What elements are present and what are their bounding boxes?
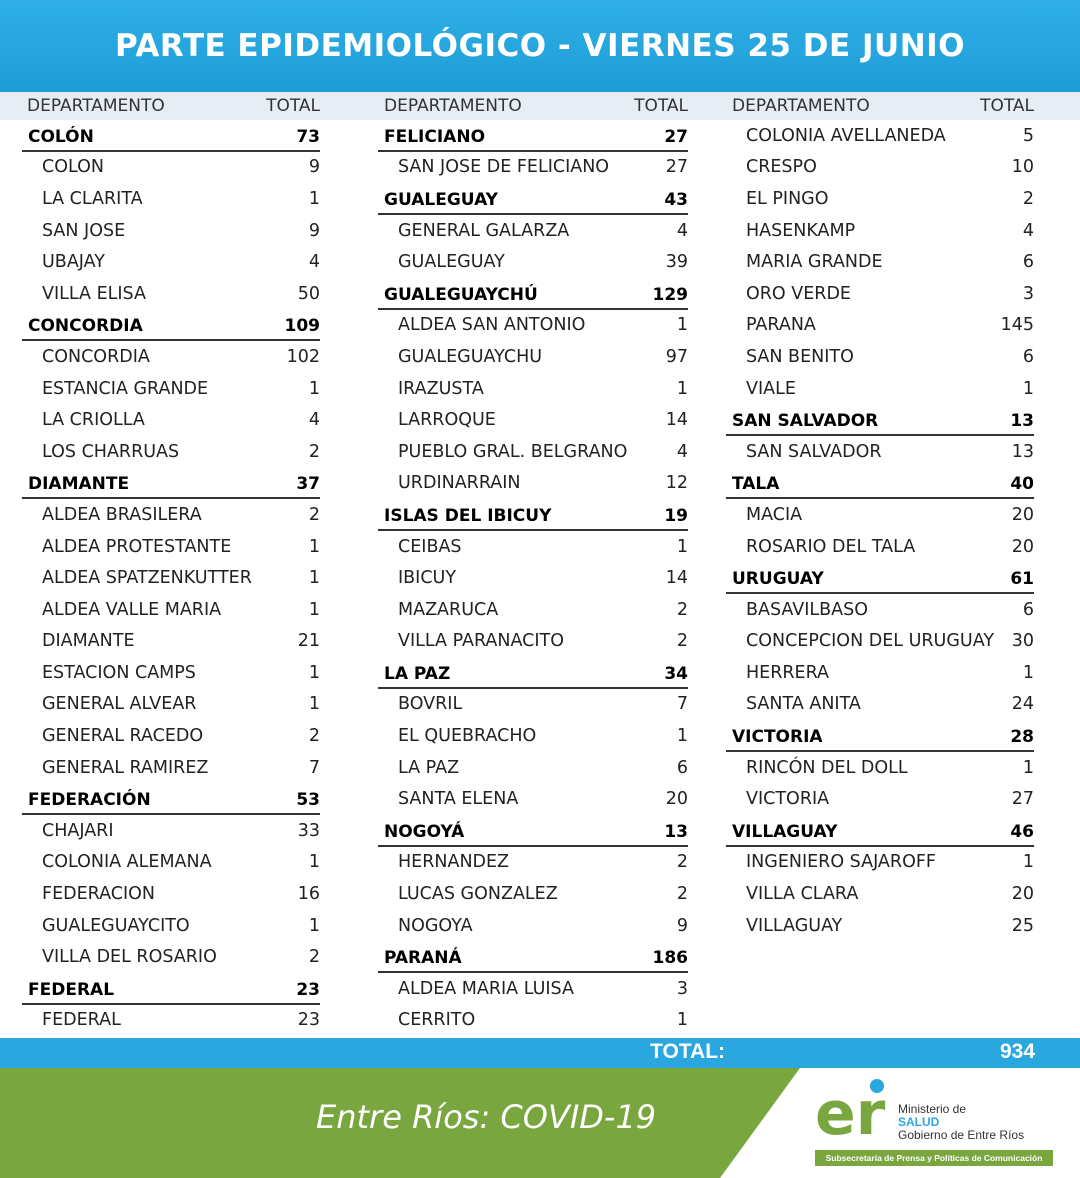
locality-total: 2 [308,441,320,462]
locality-row [22,847,320,879]
locality-total: 1 [308,378,320,399]
department-row [726,562,1034,594]
locality-name: EL QUEBRACHO [398,726,537,747]
locality-row [378,626,688,658]
locality-total: 1 [676,315,688,336]
department-group [726,404,1034,467]
locality-total: 27 [665,157,688,178]
locality-name: UBAJAY [42,252,105,273]
locality-name: FEDERAL [42,1010,121,1031]
locality-name: CERRITO [398,1010,476,1031]
department-group [378,941,688,1036]
locality-total: 9 [676,915,688,936]
locality-name: LA CLARITA [42,188,143,209]
subsecretaria-banner [815,1150,1053,1166]
locality-name: CRESPO [746,157,817,178]
locality-total: 39 [665,252,688,273]
locality-total: 2 [308,947,320,968]
locality-row [378,373,688,405]
locality-row [378,783,688,815]
department-total: 61 [1010,568,1034,589]
locality-total: 25 [1011,915,1034,936]
department-row [378,499,688,531]
footer-slogan: Entre Ríos: COVID-19 [316,1098,657,1136]
locality-name: ORO VERDE [746,283,851,304]
locality-name: ALDEA SPATZENKUTTER [42,568,252,589]
locality-total: 1 [308,694,320,715]
department-group [378,120,688,183]
locality-name: VILLA PARANACITO [398,631,564,652]
locality-name: LUCAS GONZALEZ [398,884,558,905]
locality-row [378,878,688,910]
locality-row [726,531,1034,563]
locality-name: MAZARUCA [398,599,499,620]
locality-total: 5 [1022,125,1034,146]
locality-name: LA CRIOLLA [42,410,145,431]
department-total: 186 [652,948,688,969]
locality-total: 145 [1000,315,1034,336]
locality-name: VILLA CLARA [746,884,859,905]
locality-row [726,215,1034,247]
logo-text: er [815,1079,886,1140]
column-header [22,92,320,120]
locality-total: 4 [308,410,320,431]
locality-name: VILLA ELISA [42,283,146,304]
locality-name: EL PINGO [746,188,829,209]
department-total: 13 [1010,410,1034,431]
department-group [378,183,688,278]
header-total: TOTAL [634,96,688,116]
department-row [22,973,320,1005]
locality-total: 4 [308,252,320,273]
locality-total: 23 [297,1010,320,1031]
locality-row [22,562,320,594]
department-name: VILLAGUAY [732,821,838,842]
department-group [726,120,1034,404]
locality-name: ALDEA PROTESTANTE [42,536,232,557]
locality-total: 4 [676,441,688,462]
department-row [726,815,1034,847]
locality-row [726,689,1034,721]
department-name: URUGUAY [732,568,824,589]
locality-row [378,436,688,468]
column-header [726,92,1034,120]
locality-total: 9 [308,220,320,241]
department-group [726,468,1034,563]
department-group [22,783,320,973]
locality-name: FEDERACION [42,884,156,905]
locality-total: 9 [308,157,320,178]
locality-row [22,910,320,942]
locality-name: ESTACION CAMPS [42,662,196,683]
department-name: PARANÁ [384,948,462,969]
locality-name: LARROQUE [398,410,496,431]
locality-row [378,562,688,594]
locality-name: ALDEA VALLE MARIA [42,599,222,620]
locality-total: 2 [676,852,688,873]
locality-name: ALDEA BRASILERA [42,504,202,525]
locality-name: CHAJARI [42,820,114,841]
locality-name: DIAMANTE [42,631,135,652]
locality-name: SAN JOSE DE FELICIANO [398,157,610,178]
column-3 [726,92,1034,941]
locality-name: CONCEPCION DEL URUGUAY [746,631,995,652]
locality-name: COLONIA ALEMANA [42,852,212,873]
department-total: 43 [664,189,688,210]
locality-row [378,594,688,626]
locality-name: GENERAL RAMIREZ [42,757,209,778]
department-row [378,657,688,689]
department-group [726,815,1034,941]
department-row [22,310,320,342]
locality-name: LOS CHARRUAS [42,441,180,462]
locality-name: GUALEGUAYCITO [42,915,190,936]
grand-total-bar [0,1038,1080,1068]
locality-row [726,278,1034,310]
locality-name: IBICUY [398,568,457,589]
locality-name: NOGOYA [398,915,473,936]
locality-name: PUEBLO GRAL. BELGRANO [398,441,628,462]
locality-name: ALDEA MARIA LUISA [398,978,574,999]
er-logo-icon [815,1078,893,1140]
department-group [378,815,688,941]
locality-total: 1 [1022,662,1034,683]
locality-total: 6 [676,757,688,778]
locality-row [726,594,1034,626]
department-row [22,468,320,500]
locality-total: 1 [1022,852,1034,873]
locality-total: 30 [1011,631,1034,652]
locality-total: 7 [308,757,320,778]
department-row [378,183,688,215]
page-title-text: PARTE EPIDEMIOLÓGICO - VIERNES 25 DE JUNIO [114,28,966,64]
locality-name: BASAVILBASO [746,599,869,620]
locality-total: 6 [1022,252,1034,273]
locality-row [22,626,320,658]
locality-total: 4 [1022,220,1034,241]
department-total: 34 [664,663,688,684]
department-group [22,468,320,784]
locality-name: SAN BENITO [746,346,854,367]
department-total: 40 [1010,474,1034,495]
locality-total: 33 [297,820,320,841]
locality-row [378,689,688,721]
locality-row [726,341,1034,373]
locality-row [22,531,320,563]
locality-row [22,941,320,973]
department-group [378,499,688,657]
department-name: SAN SALVADOR [732,410,879,431]
locality-total: 4 [676,220,688,241]
department-name: LA PAZ [384,663,451,684]
department-row [378,941,688,973]
department-row [726,468,1034,500]
locality-total: 1 [308,536,320,557]
grand-total-value: 934 [1000,1040,1036,1063]
department-name: TALA [732,474,780,495]
department-name: FEDERAL [28,979,115,1000]
salud-label: SALUD [898,1115,940,1129]
locality-total: 2 [308,726,320,747]
locality-total: 2 [308,504,320,525]
locality-total: 1 [676,1010,688,1031]
department-group [378,657,688,815]
department-total: 46 [1010,821,1034,842]
locality-row [22,183,320,215]
header-total: TOTAL [266,96,320,116]
locality-total: 2 [676,631,688,652]
locality-name: CONCORDIA [42,346,150,367]
locality-name: VICTORIA [746,789,830,810]
locality-row [22,152,320,184]
locality-total: 20 [665,789,688,810]
locality-total: 27 [1011,789,1034,810]
locality-name: GENERAL ALVEAR [42,694,197,715]
locality-row [726,626,1034,658]
header-departamento: DEPARTAMENTO [732,96,870,116]
locality-name: HERRERA [746,662,830,683]
locality-row [726,183,1034,215]
department-group [22,310,320,468]
locality-name: VILLAGUAY [746,915,843,936]
department-group [726,720,1034,815]
locality-name: LA PAZ [398,757,460,778]
locality-total: 1 [308,568,320,589]
department-row [378,278,688,310]
department-name: COLÓN [28,126,94,147]
locality-total: 20 [1011,884,1034,905]
department-name: CONCORDIA [28,316,143,337]
locality-row [726,910,1034,942]
locality-row [378,310,688,342]
locality-name: ALDEA SAN ANTONIO [398,315,586,336]
locality-name: GENERAL RACEDO [42,726,204,747]
locality-name: SANTA ANITA [746,694,861,715]
locality-total: 12 [665,473,688,494]
header-departamento: DEPARTAMENTO [27,96,165,116]
locality-name: ROSARIO DEL TALA [746,536,916,557]
locality-name: ESTANCIA GRANDE [42,378,209,399]
locality-total: 2 [676,599,688,620]
department-name: NOGOYÁ [384,821,465,842]
locality-total: 7 [676,694,688,715]
locality-total: 1 [676,726,688,747]
locality-row [22,657,320,689]
locality-row [726,152,1034,184]
locality-total: 102 [286,346,320,367]
department-name: ISLAS DEL IBICUY [384,505,552,526]
department-total: 13 [664,821,688,842]
locality-row [726,310,1034,342]
locality-row [22,594,320,626]
page-title [0,0,1080,92]
locality-name: PARANA [746,315,816,336]
locality-name: INGENIERO SAJAROFF [746,852,936,873]
locality-name: CEIBAS [398,536,462,557]
locality-name: SAN SALVADOR [746,441,882,462]
locality-name: RINCÓN DEL DOLL [746,757,908,778]
locality-row [378,468,688,500]
department-group [22,973,320,1036]
department-row [726,720,1034,752]
locality-name: URDINARRAIN [398,473,521,494]
locality-row [22,815,320,847]
locality-total: 21 [297,631,320,652]
locality-row [378,341,688,373]
locality-total: 3 [676,978,688,999]
locality-total: 1 [1022,378,1034,399]
locality-row [378,215,688,247]
locality-total: 14 [665,410,688,431]
locality-row [726,783,1034,815]
locality-total: 24 [1011,694,1034,715]
column-header [378,92,688,120]
locality-total: 13 [1011,441,1034,462]
locality-row [22,1005,320,1037]
department-name: GUALEGUAY [384,189,498,210]
locality-row [726,120,1034,152]
locality-name: HERNANDEZ [398,852,510,873]
locality-total: 1 [1022,757,1034,778]
department-row [378,815,688,847]
locality-total: 16 [297,884,320,905]
locality-name: MACIA [746,504,803,525]
locality-row [22,373,320,405]
locality-total: 2 [676,884,688,905]
locality-total: 20 [1011,536,1034,557]
locality-total: 1 [308,599,320,620]
gobierno-label: Gobierno de Entre Ríos [898,1128,1025,1142]
department-name: VICTORIA [732,726,823,747]
locality-total: 1 [676,536,688,557]
locality-total: 97 [665,346,688,367]
locality-row [726,847,1034,879]
department-group [22,120,320,310]
department-row [378,120,688,152]
locality-row [22,720,320,752]
locality-name: GENERAL GALARZA [398,220,570,241]
ministerio-label: Ministerio de [898,1102,967,1116]
department-row [22,783,320,815]
locality-row [726,499,1034,531]
department-row [22,120,320,152]
locality-row [378,910,688,942]
department-total: 19 [664,505,688,526]
locality-row [378,246,688,278]
department-name: FELICIANO [384,126,486,147]
locality-row [22,215,320,247]
locality-row [22,341,320,373]
locality-name: BOVRIL [398,694,463,715]
header-total: TOTAL [980,96,1034,116]
locality-name: HASENKAMP [746,220,856,241]
locality-total: 3 [1022,283,1034,304]
locality-total: 1 [308,662,320,683]
locality-row [726,657,1034,689]
locality-row [726,752,1034,784]
locality-row [378,1005,688,1037]
locality-total: 14 [665,568,688,589]
department-total: 109 [284,316,320,337]
department-group [726,562,1034,720]
locality-name: SANTA ELENA [398,789,519,810]
locality-total: 1 [676,378,688,399]
department-name: DIAMANTE [28,474,130,495]
department-total: 28 [1010,726,1034,747]
locality-row [22,878,320,910]
locality-total: 1 [308,915,320,936]
department-total: 73 [296,126,320,147]
locality-total: 50 [297,283,320,304]
locality-row [22,436,320,468]
locality-row [22,246,320,278]
locality-row [22,689,320,721]
locality-row [22,499,320,531]
locality-row [726,436,1034,468]
locality-row [378,973,688,1005]
locality-row [378,531,688,563]
department-group [378,278,688,499]
grand-total-label: TOTAL: [650,1040,726,1063]
header-departamento: DEPARTAMENTO [384,96,522,116]
department-name: FEDERACIÓN [28,790,151,811]
locality-row [378,720,688,752]
locality-total: 6 [1022,599,1034,620]
locality-row [378,152,688,184]
locality-name: SAN JOSE [42,220,126,241]
department-total: 53 [296,790,320,811]
department-name: GUALEGUAYCHÚ [384,284,538,305]
locality-name: COLON [42,157,104,178]
locality-name: COLONIA AVELLANEDA [746,125,946,146]
locality-total: 6 [1022,346,1034,367]
column-2 [378,92,688,1036]
department-total: 27 [664,126,688,147]
locality-row [726,246,1034,278]
locality-total: 10 [1011,157,1034,178]
locality-row [22,278,320,310]
department-row [726,404,1034,436]
subsecretaria-label: Subsecretaría de Prensa y Políticas de Comunicación [825,1153,1043,1163]
locality-row [22,404,320,436]
locality-name: IRAZUSTA [398,378,484,399]
locality-total: 1 [308,852,320,873]
locality-name: GUALEGUAYCHU [398,346,543,367]
locality-row [726,878,1034,910]
locality-row [378,752,688,784]
locality-name: VIALE [746,378,796,399]
locality-total: 1 [308,188,320,209]
column-1 [22,92,320,1036]
locality-row [378,404,688,436]
locality-name: MARIA GRANDE [746,252,883,273]
department-total: 23 [296,979,320,1000]
locality-name: GUALEGUAY [398,252,505,273]
locality-name: VILLA DEL ROSARIO [42,947,217,968]
department-total: 37 [296,474,320,495]
locality-row [726,373,1034,405]
locality-row [378,847,688,879]
department-total: 129 [652,284,688,305]
ministerio-block [898,1103,1024,1142]
locality-row [22,752,320,784]
locality-total: 2 [1022,188,1034,209]
locality-total: 20 [1011,504,1034,525]
